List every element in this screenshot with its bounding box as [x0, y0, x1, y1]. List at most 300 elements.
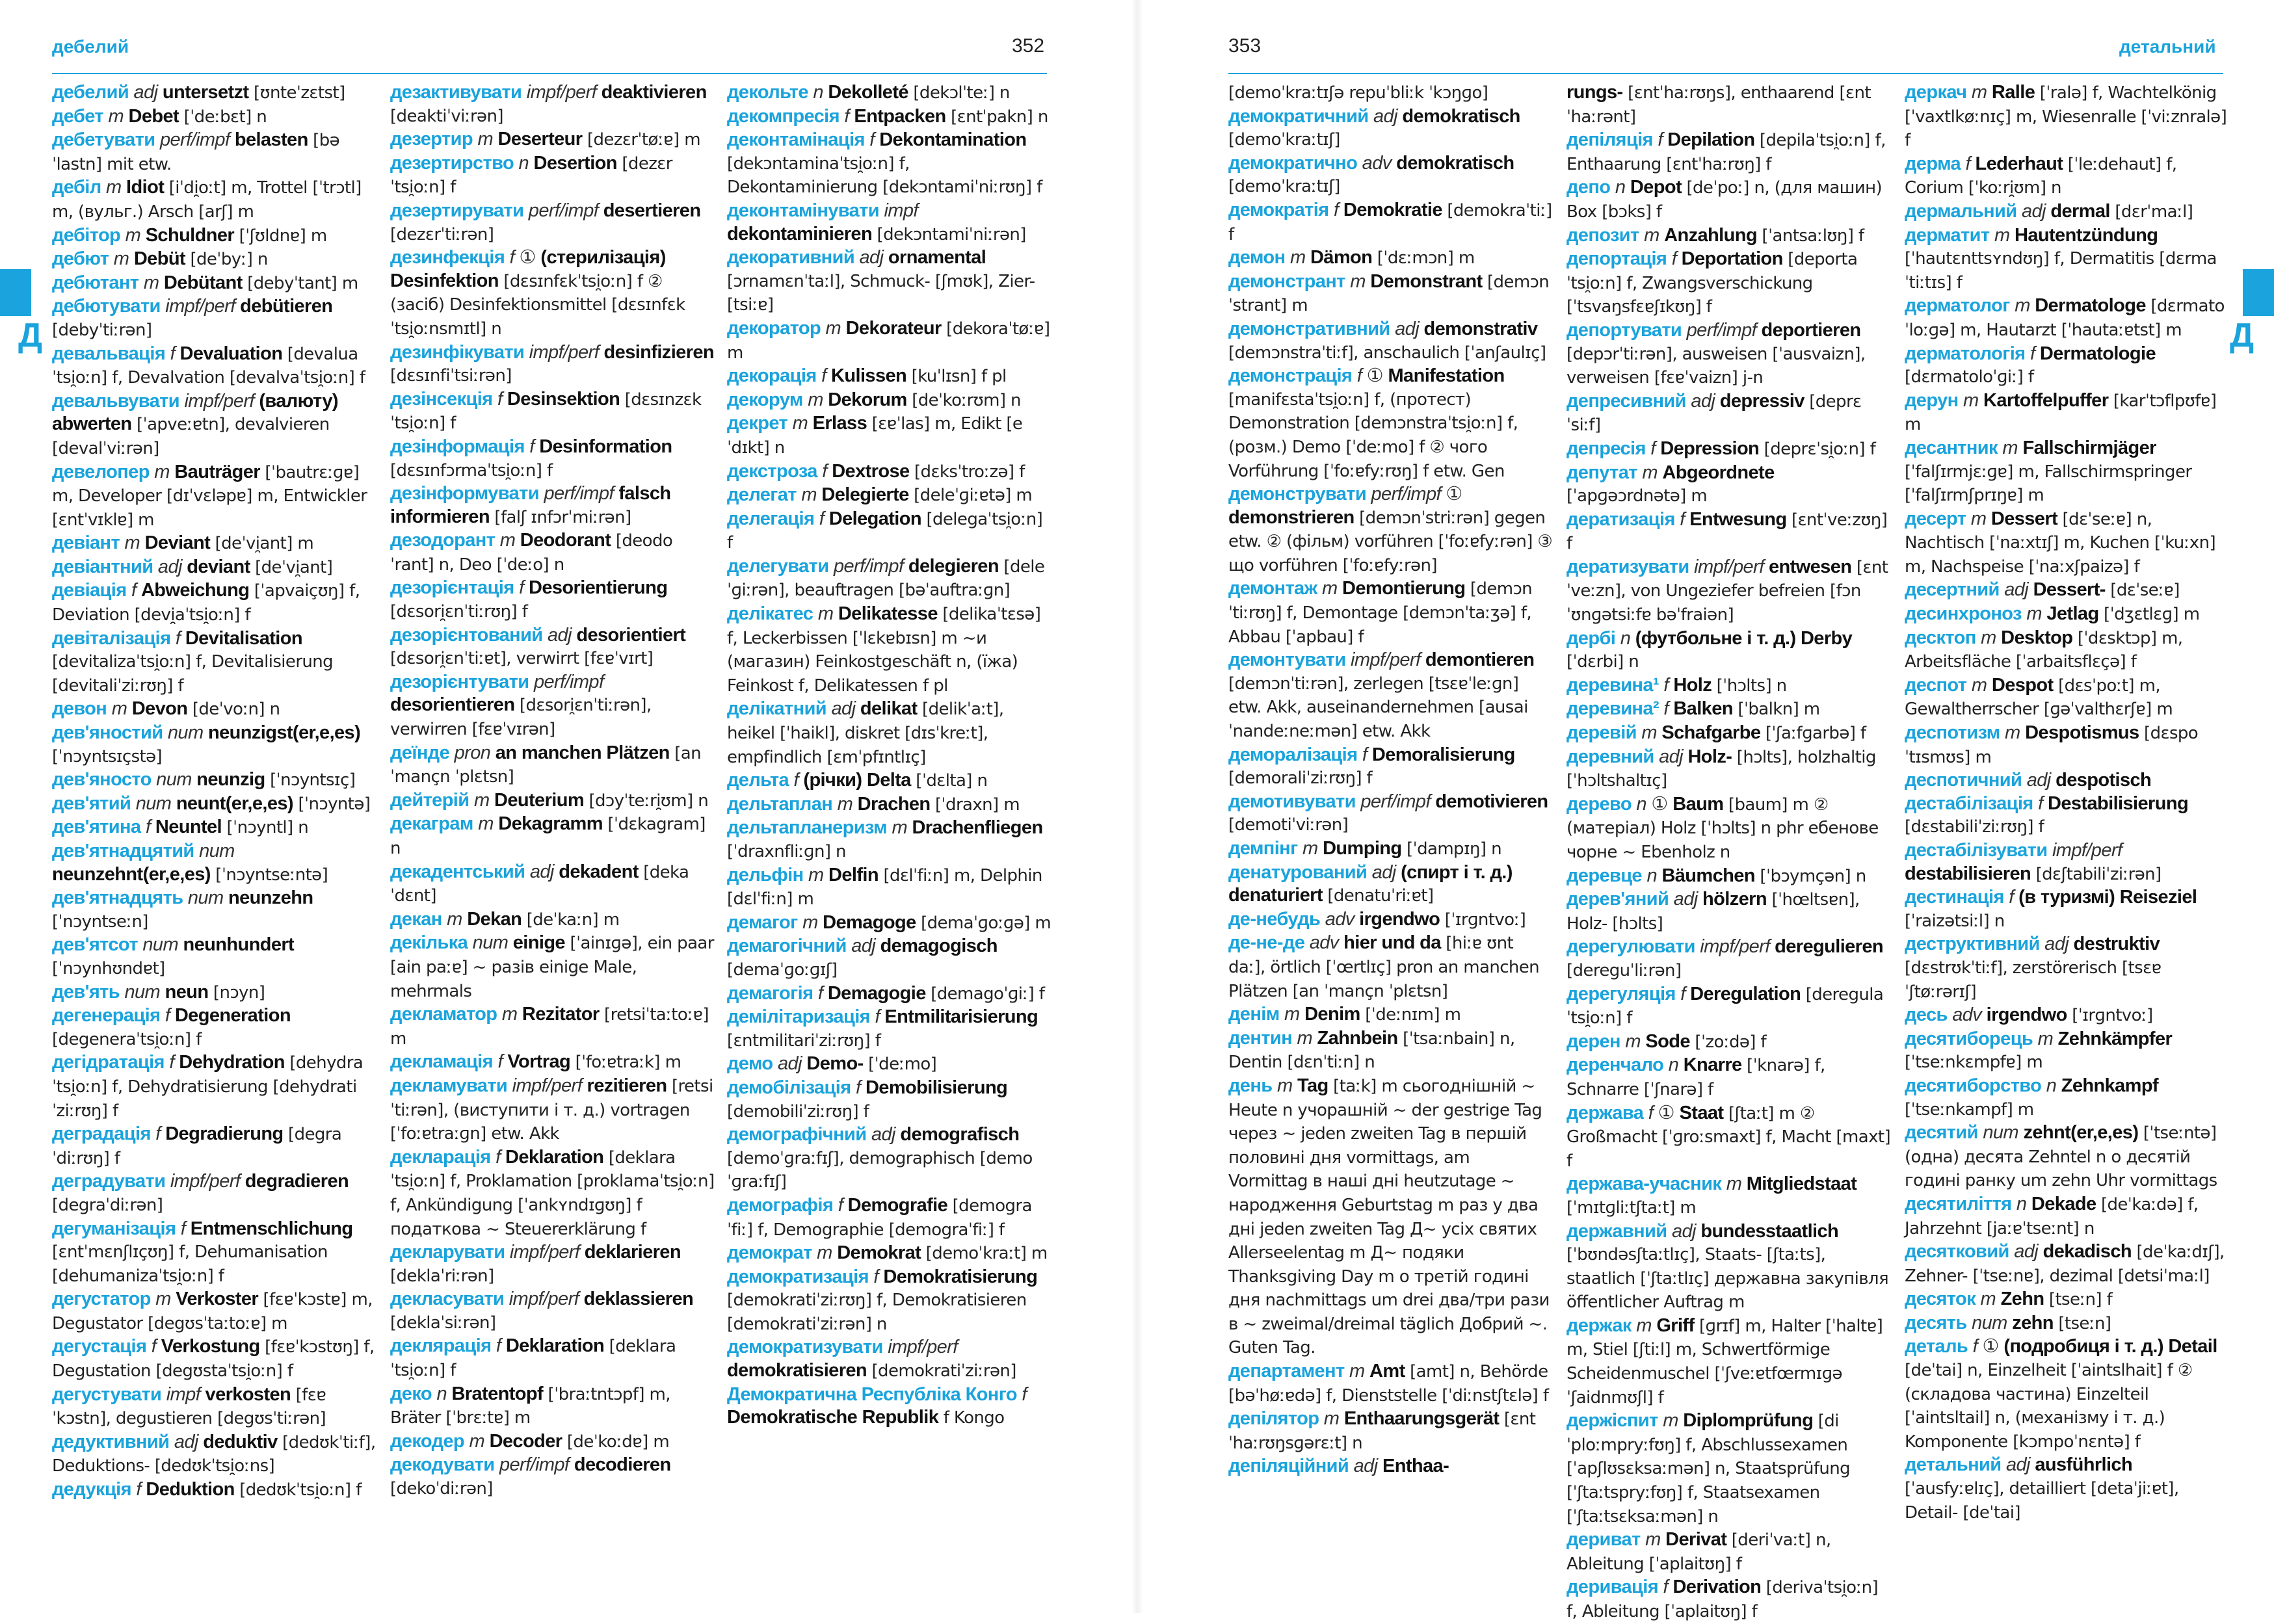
pronunciation: [dekɔlˈteː] n [913, 83, 1010, 103]
headword: дегідратація [52, 1052, 165, 1073]
grammar-label: adv [1325, 908, 1355, 930]
dictionary-entry [1567, 1030, 1892, 1054]
headword: дерун [1905, 389, 1959, 411]
pronunciation: [ɡrɪf] m, Halter [ˈhaltɐ] m, Stiel [ʃtiːl] m, Schwertförmige Scheidenmuschel [ˈʃveːɐtfœrmɪɡə ˈʃaidnmʊʃl] f [1567, 1316, 1883, 1408]
translation: deregulieren [1775, 936, 1884, 958]
grammar-label: n [1620, 627, 1631, 649]
translation: neunt(er,e,es) [176, 792, 293, 814]
grammar-label: num [187, 887, 224, 909]
pronunciation: [demaˈɡoːɡɪʃ] [727, 960, 838, 980]
dictionary-entry [52, 1051, 377, 1123]
dictionary-entry [390, 246, 715, 341]
headword: демократизація [727, 1266, 869, 1287]
pronunciation: [ˈnɔyntsɪç] [270, 770, 356, 791]
translation: ornamental [888, 247, 986, 268]
headword: день [1228, 1075, 1273, 1096]
dictionary-entry [390, 152, 715, 200]
headword: дебелий [52, 82, 129, 103]
pronunciation: [demɔnˈstrant] m [1228, 272, 1550, 316]
dictionary-entry [52, 792, 377, 817]
translation: Depilation [1667, 129, 1755, 151]
headword: дебетувати [52, 129, 155, 151]
headword: держіспит [1567, 1410, 1658, 1432]
dictionary-entry [727, 129, 1052, 200]
grammar-label: adj [871, 1124, 895, 1146]
pronunciation: [demoˈkraːtɪʃə repuˈbliːk ˈkɔŋɡo] [1228, 83, 1488, 103]
left-header-rule [52, 73, 1047, 74]
grammar-label: m [1726, 1173, 1742, 1195]
dictionary-entry [1905, 603, 2230, 627]
pronunciation: [hiːɐ ʊnt daː], örtlich [ˈœrtlɪç] pron an manchen Plätzen [an ˈmançn ˈplɛtsn] [1228, 934, 1540, 1001]
grammar-label: m [155, 1289, 171, 1310]
translation: Desktop [2001, 627, 2073, 648]
pronunciation: [ˈdɛrbi] n [1567, 652, 1639, 672]
translation: irgendwo [1359, 908, 1440, 930]
headword: дельтаплан [727, 793, 833, 815]
pronunciation: [dɛsori̯ɛnˈtiːrən], verwirren [fɛɐˈvɪrən] [390, 696, 652, 740]
translation: neunzig [196, 769, 265, 791]
right-column-3 [1905, 81, 2230, 1525]
dictionary-entry [727, 412, 1052, 460]
translation: (в туризмі) Reiseziel [2018, 887, 2197, 908]
grammar-label: m [802, 911, 818, 933]
headword: девіантний [52, 556, 153, 577]
translation: Devaluation [179, 343, 283, 364]
pronunciation: [dekaˈdɛnt] [390, 862, 689, 906]
pronunciation: [deleˈɡiːɐtə] m [914, 486, 1033, 506]
dictionary-entry [390, 789, 715, 813]
left-column-2 [390, 81, 715, 1501]
translation: Demografie [847, 1194, 948, 1216]
headword: депутат [1567, 462, 1637, 483]
headword: дезинфікувати [390, 341, 525, 363]
translation: Demobilisierung [865, 1077, 1008, 1098]
translation: Demokratische Republik [727, 1407, 939, 1428]
dictionary-entry [1905, 1004, 2230, 1028]
dictionary-entry [1567, 983, 1892, 1030]
dictionary-entry [52, 105, 377, 129]
headword: демпінг [1228, 838, 1298, 859]
dictionary-entry [727, 105, 1052, 129]
dictionary-entry [727, 317, 1052, 365]
pronunciation: [dɛsˈpoːt] m, Gewaltherrscher [ɡəˈvalthɛrʃɐ] m [1905, 675, 2173, 720]
translation: Dämon [1310, 247, 1373, 268]
pronunciation: [ɔrnamɛnˈtaːl], Schmuck- [ʃmʊk], Zier- [tsiːɐ] [727, 271, 1035, 315]
dictionary-entry [52, 840, 377, 887]
grammar-label: m [113, 248, 129, 270]
pronunciation: [ˈdɛːmɔn] m [1377, 248, 1475, 268]
grammar-label: impf/perf [529, 341, 600, 363]
dictionary-entry [1905, 1121, 2230, 1193]
pronunciation: [falʃ ɪnfɔrˈmiːrən] [494, 507, 631, 527]
translation: despotisch [2056, 770, 2152, 791]
translation: rezitieren [587, 1075, 667, 1096]
dictionary-entry [1567, 224, 1892, 248]
translation: Ralle [1991, 82, 2035, 103]
headword: десятиборство [1905, 1075, 2042, 1096]
grammar-label: impf/perf [184, 390, 254, 412]
dictionary-entry [1228, 270, 1553, 318]
headword: делегат [727, 484, 797, 506]
grammar-label: adj [2044, 934, 2069, 955]
pronunciation: [dedʊkˈtiːf], Deduktions- [dedʊkˈtsi̯oːns] [52, 1432, 376, 1476]
dictionary-entry [727, 246, 1052, 317]
dictionary-entry [1905, 224, 2230, 295]
grammar-label: adj [1659, 746, 1683, 767]
grammar-label: m [124, 532, 140, 554]
grammar-label: impf [884, 200, 918, 221]
pronunciation: [ɛntˈhaːrʊŋs], enthaarend [ɛntˈhaːrənt] [1567, 83, 1871, 127]
headword: деморалізація [1228, 744, 1358, 765]
grammar-label: f [844, 105, 849, 127]
grammar-label: adj [778, 1053, 802, 1075]
translation: hier und da [1343, 932, 1441, 954]
dictionary-entry [1905, 200, 2230, 224]
grammar-label: n [1646, 865, 1657, 886]
translation: decodieren [574, 1454, 671, 1476]
grammar-label: f [1022, 1383, 1027, 1405]
pronunciation: [dɛrmatoˈloːɡə] m, Hautarzt [ˈhautaːɐtst] m [1905, 296, 2225, 340]
left-column-3 [727, 81, 1052, 1430]
dictionary-entry [1228, 791, 1553, 837]
headword: демократично [1228, 152, 1358, 174]
translation: Demoralisierung [1371, 744, 1515, 765]
headword: детальний [1905, 1454, 2002, 1476]
dictionary-entry [1567, 129, 1892, 176]
dictionary-entry [52, 816, 377, 840]
translation: Staat [1679, 1102, 1724, 1123]
grammar-label: f [497, 388, 503, 410]
pronunciation: [ˈbalkn] m [1738, 700, 1820, 720]
dictionary-entry [390, 1003, 715, 1051]
translation: (футбольне і т. д.) Derby [1635, 627, 1853, 649]
grammar-label: adj [2021, 200, 2046, 222]
dictionary-entry [1905, 722, 2230, 769]
headword: деревина¹ [1567, 674, 1659, 696]
headword: дезертирувати [390, 200, 524, 221]
translation: neun [165, 981, 209, 1002]
grammar-label: m [1289, 247, 1306, 268]
headword: делегувати [727, 555, 829, 577]
grammar-label: f [1680, 508, 1685, 530]
dictionary-entry [390, 81, 715, 128]
dictionary-entry [390, 1146, 715, 1241]
translation: Zahnbein [1317, 1027, 1398, 1049]
pronunciation: [dɛspoˈtɪsmʊs] m [1905, 724, 2199, 767]
pronunciation: [ˈtseːnkampf] m [1905, 1099, 2034, 1120]
headword: десятковий [1905, 1241, 2009, 1263]
grammar-label: f [529, 436, 535, 457]
grammar-label: f [793, 770, 799, 791]
dictionary-entry [52, 176, 377, 224]
pronunciation: [hɔlts], holzhaltig [ˈhɔltshaltɪç] [1567, 747, 1876, 791]
pronunciation: [ˈdɛkagram] n [390, 815, 706, 858]
grammar-label: perf/impf [499, 1454, 570, 1476]
dictionary-entry [390, 908, 715, 932]
headword: дерма [1905, 153, 1961, 174]
right-header-rule [1228, 73, 2223, 74]
dictionary-entry [1905, 933, 2230, 1004]
translation: Kulissen [831, 365, 907, 387]
headword: демон [1228, 247, 1286, 268]
translation: falsch informieren [390, 483, 671, 527]
headword: депозит [1567, 224, 1639, 246]
translation: desorientiert [576, 624, 686, 646]
headword: дезінформація [390, 436, 525, 457]
headword: дератизувати [1567, 556, 1689, 577]
dictionary-entry [1228, 1360, 1553, 1408]
pronunciation: [ˈantsaːlʊŋ] f [1762, 226, 1864, 246]
grammar-label: impf/perf [509, 1289, 579, 1310]
grammar-label: adj [1353, 1456, 1378, 1477]
pronunciation: [demɔnˈtiːrʊŋ] f, Demontage [demɔnˈtaːʒə] f, Abbau [ˈapbau] f [1228, 579, 1533, 647]
pronunciation: [delikaˈtɛsə] f, Leckerbissen [ˈlɛkɐbɪsn] m ~и (магазин) Feinkostgeschäft n, (їжа) Feinkost f, Delikatessen f pl [727, 605, 1041, 696]
headword: дегуманізація [52, 1218, 176, 1239]
grammar-label: f [1671, 248, 1677, 270]
headword: дезертир [390, 129, 473, 150]
dictionary-entry [52, 390, 377, 461]
dictionary-entry [1567, 888, 1892, 936]
pronunciation: [demokratiˈziːrən] [871, 1361, 1016, 1382]
headword: дегустатор [52, 1289, 151, 1310]
headword: демографія [727, 1194, 834, 1216]
dictionary-entry [1905, 437, 2230, 508]
pronunciation: [deˈbyː] n [190, 250, 268, 270]
grammar-label: adj [548, 624, 572, 646]
grammar-label: m [2005, 722, 2020, 744]
dictionary-entry [727, 911, 1052, 936]
dictionary-entry [1228, 861, 1553, 908]
grammar-label: impf/perf [526, 82, 597, 103]
headword: дебітор [52, 224, 121, 246]
translation: delegieren [908, 555, 999, 577]
headword: де-не-де [1228, 932, 1305, 954]
dictionary-entry [727, 389, 1052, 413]
headword: демагог [727, 911, 798, 933]
pronunciation: [ˈralə] f, Wachtelkönig [ˈvaxtlkøːnɪç] m, Wiesenralle [ˈviːznralə] f [1905, 83, 2227, 151]
pronunciation: [derivaˈtsi̯oːn] f, Ableitung [ˈaplaitʊŋ] f [1567, 1578, 1879, 1621]
pronunciation: [deleˈɡiːrən], beauftragen [bəˈauftraːɡn] [727, 557, 1045, 601]
right-thumb-tab [2243, 269, 2274, 316]
dictionary-entry [727, 698, 1052, 769]
translation: (річки) Delta [803, 770, 911, 791]
headword: деконтамінація [727, 129, 865, 151]
pronunciation: [ˈnɔyntseːn] [52, 911, 148, 932]
headword: демобілізація [727, 1077, 851, 1098]
grammar-label: m [792, 413, 808, 434]
headword: десятий [1905, 1122, 1978, 1144]
dictionary-entry [1905, 1028, 2230, 1075]
dictionary-entry [52, 887, 377, 934]
grammar-label: perf/impf [1686, 319, 1757, 341]
headword: декорум [727, 389, 803, 410]
pronunciation: [an ˈmançn ˈplɛtsn] [390, 743, 701, 787]
dictionary-entry [390, 436, 715, 482]
grammar-label: f [180, 1218, 186, 1239]
dictionary-entry [52, 1383, 377, 1431]
grammar-label: f [817, 982, 823, 1004]
pronunciation: [dɛˈseːɐ] [2110, 581, 2180, 601]
dictionary-entry [1905, 1335, 2230, 1454]
translation: neunzehn [228, 887, 313, 909]
headword: демагогічний [727, 936, 847, 957]
translation: desorientieren [390, 694, 515, 716]
dictionary-entry [390, 1454, 715, 1500]
translation: Dermatologie [2039, 343, 2156, 364]
dictionary-entry [1567, 438, 1892, 462]
headword: департамент [1228, 1361, 1345, 1382]
translation: Zehnkämpfer [2057, 1028, 2173, 1049]
pronunciation: [ˈfalʃɪrmjɛːɡɐ] m, Fallschirmspringer [ˈfalʃɪrmʃprɪŋɐ] m [1905, 462, 2192, 506]
translation: irgendwo [1986, 1004, 2067, 1026]
grammar-label: f [169, 1052, 174, 1073]
headword: дев'яностий [52, 722, 163, 744]
translation: Debütant [163, 272, 243, 293]
left-column-1 [52, 81, 377, 1502]
dictionary-entry [1567, 248, 1892, 319]
dictionary-entry [52, 579, 377, 627]
translation: Dekolleté [828, 82, 908, 103]
pronunciation: [fɛɐˈkɔstʊŋ] f, Degustation [degʊstaˈtsi̯oːn] f [52, 1337, 375, 1382]
grammar-label: perf/impf [159, 129, 230, 151]
grammar-label: m [1970, 508, 1987, 529]
grammar-label: m [2002, 437, 2018, 458]
headword: десь [1905, 1004, 1948, 1026]
pronunciation: [ˈɪrɡntvoː] [2072, 1006, 2153, 1026]
pronunciation: [demoˈɡraːfɪʃ], demographisch [demoˈɡraːfɪʃ] [727, 1148, 1033, 1192]
pronunciation: [deklaraˈtsi̯oːn] f, Proklamation [proklamaˈtsi̯oːn] f, Ankündigung [ˈankʏndɪɡʊŋ] f податкова ~ Steuererklärung f [390, 1147, 715, 1239]
grammar-label: adj [2005, 1454, 2030, 1476]
headword: демографічний [727, 1124, 867, 1146]
pronunciation: [ɛntˈveːzn], von Ungeziefer befreien [fɔn ˈʊnɡətsiːfɐ bəˈfraiən] [1567, 557, 1888, 625]
grammar-label: n [518, 152, 529, 174]
headword: деградація [52, 1123, 151, 1145]
translation: neunzehnt(er,e,es) [52, 863, 211, 885]
pronunciation: [ˈmɪtɡliːtʃtaːt] m [1567, 1198, 1697, 1218]
pronunciation: [ɛntˈmɛnʃlɪçʊŋ] f, Dehumanisation [dehumanizaˈtsi̯oːn] f [52, 1242, 328, 1286]
headword: демілітаризація [727, 1006, 870, 1028]
translation: Despot [1991, 674, 2054, 696]
left-page-number: 352 [1012, 35, 1045, 57]
headword: дерев'яний [1567, 889, 1669, 910]
headword: демо [727, 1053, 773, 1075]
dictionary-entry [52, 1431, 377, 1478]
pronunciation: [deˈkaːdɪʃ], Zehner- [ˈtseːnɐ], dezimal [detsiˈmaːl] [1905, 1242, 2225, 1286]
pronunciation: [demɔnˈstriːrən] gegen etw. ② (фільм) vorführen [ˈfoːɐfyːrən] ③ що vorführen [ˈfoːɐfyːrən] [1228, 508, 1553, 575]
dictionary-entry [390, 341, 715, 388]
translation: deviant [187, 556, 250, 577]
translation: Enthaa- [1382, 1456, 1449, 1477]
dictionary-entry [1567, 556, 1892, 627]
dictionary-entry [727, 460, 1052, 484]
grammar-label: m [106, 177, 122, 198]
headword: делікатний [727, 698, 827, 720]
pronunciation: [iˈdi̯oːt] m, Trottel [ˈtrɔtl] m, (вульг.) Arsch [arʃ] m [52, 178, 362, 222]
headword: держава-учасник [1567, 1173, 1722, 1195]
grammar-label: perf/impf [528, 200, 599, 221]
translation: destabilisieren [1905, 863, 2031, 884]
headword: декодувати [390, 1454, 495, 1476]
translation: demotivieren [1435, 791, 1548, 812]
pronunciation: [retsiˈtiːrən], (виступити і т. д.) vortragen [ˈfoːɐtraːɡn] etw. Akk [390, 1076, 713, 1144]
translation: Demokrat [837, 1242, 921, 1264]
pronunciation: [ɛntˈpakn] n [951, 107, 1048, 127]
translation: Lederhaut [1975, 153, 2063, 174]
translation: Manifestation [1388, 365, 1505, 387]
headword: дезодорант [390, 530, 496, 551]
dictionary-entry [727, 793, 1052, 817]
pronunciation: [demobiliˈziːrʊŋ] f [727, 1101, 869, 1121]
grammar-label: m [808, 864, 824, 885]
grammar-label: f [1650, 438, 1656, 459]
pronunciation: [demoˈkraːt] m [925, 1244, 1048, 1264]
pronunciation: [bəˈlastn] mit etw. [52, 131, 340, 174]
grammar-label: n [2016, 1193, 2027, 1214]
grammar-label: m [817, 1242, 832, 1264]
grammar-label: impf/perf [1350, 649, 1421, 671]
pronunciation: [kuˈlɪsn] f pl [911, 367, 1007, 387]
dictionary-entry [1567, 1102, 1892, 1173]
dictionary-entry [390, 1335, 715, 1382]
left-page [0, 0, 1137, 1613]
pronunciation: [ʊnteˈzɛtst] [253, 83, 345, 103]
translation: Dermatologe [2035, 295, 2146, 317]
headword: декламація [390, 1051, 493, 1073]
grammar-label: perf/impf [544, 483, 614, 504]
translation: Griff [1656, 1315, 1695, 1336]
dictionary-entry [1905, 579, 2230, 603]
headword: дерматит [1905, 224, 1990, 246]
translation: Drachenfliegen [912, 817, 1043, 839]
pronunciation: [ˈfoːɐtraːk] m [575, 1053, 681, 1073]
grammar-label: adj [2026, 770, 2051, 791]
translation: Verkostung [161, 1336, 260, 1357]
dictionary-entry [1228, 1003, 1553, 1027]
pronunciation: [depilaˈtsi̯oːn] f, Enthaarung [ɛntˈhaːrʊŋ] f [1567, 131, 1886, 174]
translation: untersetzt [162, 82, 249, 103]
grammar-label: adj [859, 247, 884, 268]
dictionary-entry [52, 1004, 377, 1051]
headword: дев'яносто [52, 769, 152, 791]
pronunciation: [dɛrmatoloˈɡiː] f [1905, 367, 2034, 387]
translation: Knarre [1683, 1054, 1742, 1076]
grammar-label: m [837, 793, 853, 815]
pronunciation: [ˈhautɛnttsʏndʊŋ] f, Dermatitis [dɛrmaˈtiːtɪs] f [1905, 249, 2217, 293]
pronunciation: [deˈpoː] n, (для машин) Box [bɔks] f [1567, 178, 1883, 222]
translation: dekadisch [2043, 1241, 2132, 1263]
dictionary-entry [390, 1241, 715, 1288]
translation: demografisch [900, 1124, 1020, 1146]
grammar-label: m [1963, 389, 1979, 411]
dictionary-entry [1228, 908, 1553, 932]
headword: депіляція [1567, 129, 1653, 151]
headword: денатурований [1228, 861, 1368, 883]
translation: desertieren [603, 200, 701, 221]
headword: дейтерій [390, 789, 469, 811]
pronunciation: [demoˈkraːtɪʃ] [1228, 130, 1340, 150]
translation: Deklaration [505, 1146, 604, 1168]
headword: дератизація [1567, 508, 1675, 530]
grammar-label: m [892, 817, 907, 839]
headword: десертний [1905, 579, 2000, 601]
translation: demontieren [1425, 649, 1535, 671]
dictionary-entry [727, 81, 1052, 105]
right-page-number: 353 [1228, 35, 1262, 57]
pronunciation: [demaˈɡoːɡə] m [921, 913, 1051, 933]
translation: rungs- [1567, 82, 1623, 103]
dictionary-entry [1567, 936, 1892, 982]
dictionary-entry [1905, 389, 2230, 437]
